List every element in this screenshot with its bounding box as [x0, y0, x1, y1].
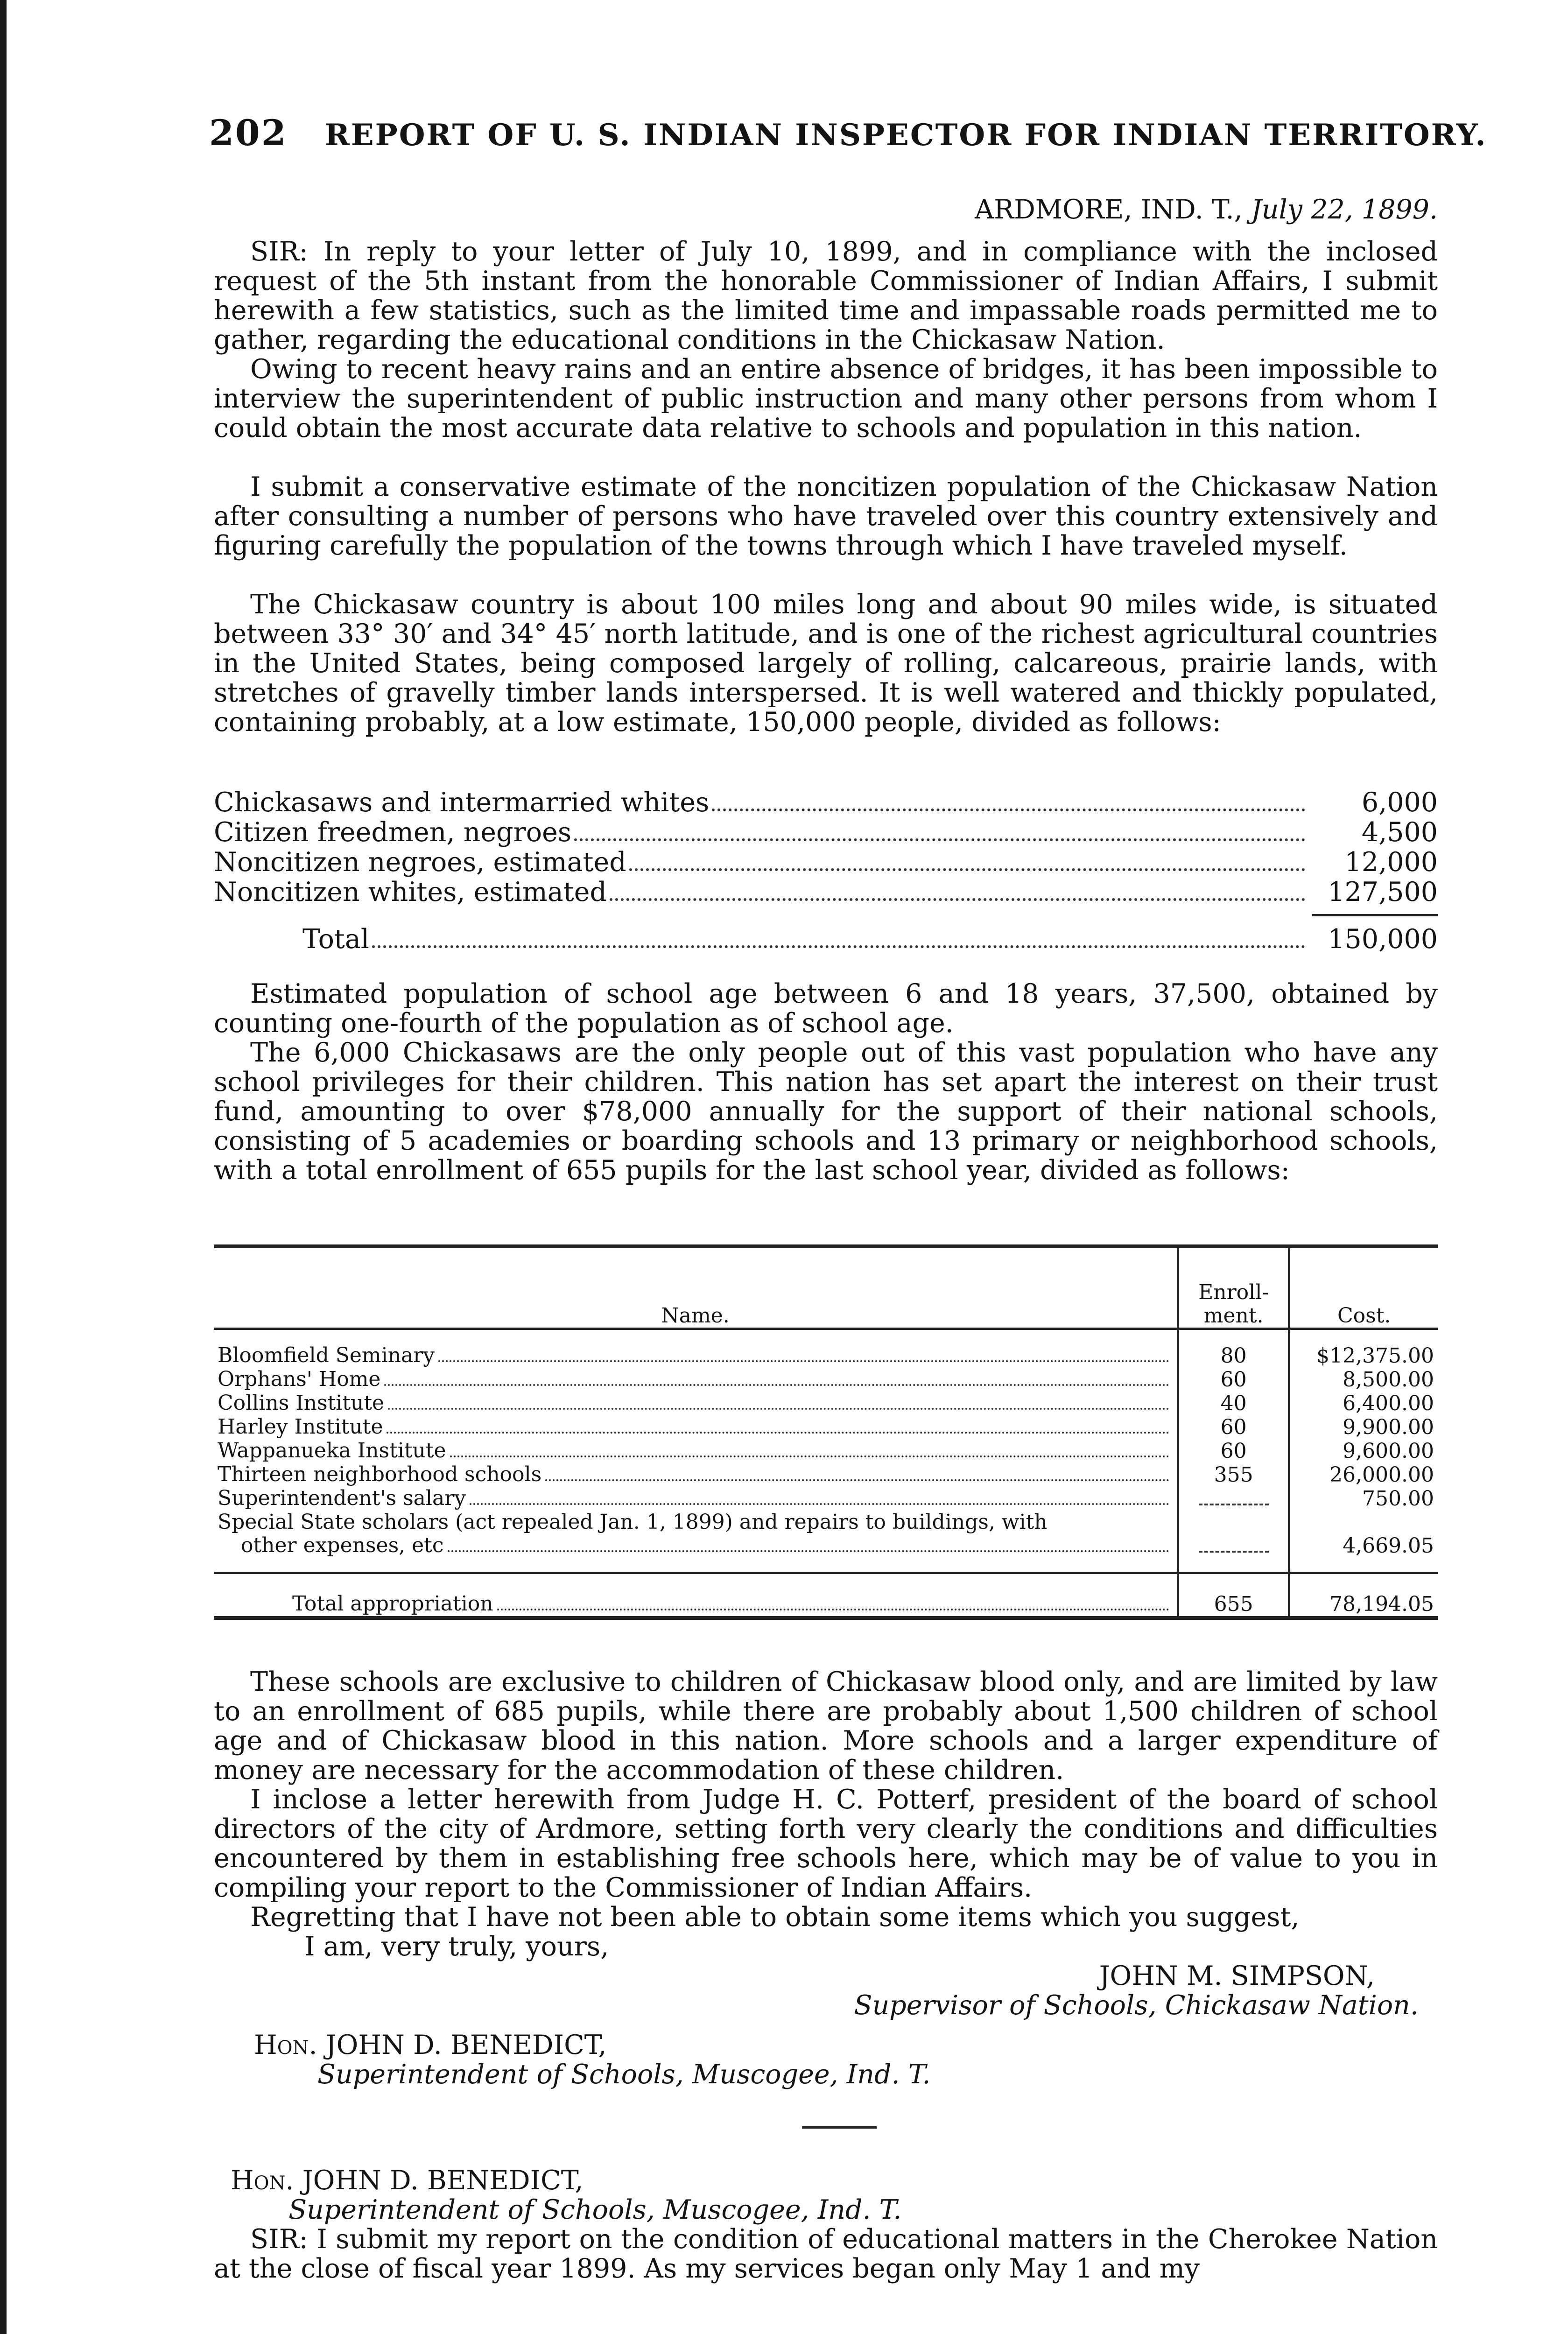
schools-table — [214, 1244, 1438, 1620]
table-row: Thirteen neighborhood schools 355 26,000.00 — [218, 1462, 1434, 1487]
section-separator — [802, 2126, 877, 2129]
scan-edge-left — [0, 0, 7, 2334]
letter1-paragraph-4: The Chickasaw country is about 100 miles long and about 90 miles wide, is situated between 33° 30′ and 34° 45′ north latitude, and is one of the richest agricultural countries in the United States, being composed largely of rolling, calcareous, prairie lands, with stretches of gravelly timber lands interspersed. It is well watered and thickly populated, containing probably, at a low estimate, 150,000 people, divided as follows: — [214, 589, 1438, 738]
letter2-paragraph-1 — [214, 2225, 1438, 2284]
salutation: SIR: — [250, 2224, 308, 2255]
table-row: Superintendent's salary 750.00 — [218, 1486, 1434, 1511]
table-row-special: Special State scholars (act repealed Jan. 1, 1899) and repairs to buildings, with other expenses, etc 4,669.05 — [218, 1510, 1434, 1558]
dateline-date: July 22, 1899. — [1251, 194, 1438, 225]
table-row: Harley Institute 60 9,900.00 — [218, 1415, 1434, 1439]
letter1-paragraph-7: These schools are exclusive to children of Chickasaw blood only, and are limited by law to an enrollment of 685 pupils, while there are probably about 1,500 children of school age and of Chickasaw blood in this nation. More schools and a larger expenditure of money are necessary for the accommodation of these children. — [214, 1666, 1438, 1786]
addressee-title: Superintendent of Schools, Muscogee, Ind. T. — [317, 2059, 931, 2090]
population-row: Noncitizen whites, estimated 127,500 — [214, 877, 1438, 907]
dateline — [214, 195, 1438, 225]
page-number: 202 — [209, 112, 288, 154]
letter1-paragraph-2: Owing to recent heavy rains and an entire absence of bridges, it has been impossible to interview the superintendent of public instruction and many other persons from whom I could obtain the most accurate data relative to schools and population in this nation. — [214, 354, 1438, 443]
population-total: Total 150,000 — [302, 924, 1438, 955]
table-row: Bloomfield Seminary 80 $12,375.00 — [218, 1343, 1434, 1368]
header-enrollment: Enroll-ment. — [1178, 1246, 1289, 1329]
signer-name: JOHN M. SIMPSON, — [1099, 1961, 1375, 1991]
salutation: SIR: — [250, 236, 308, 267]
letter1-paragraph-1 — [214, 237, 1438, 355]
population-list — [214, 788, 1438, 955]
addressee-name: Hon. JOHN D. BENEDICT, — [254, 2030, 607, 2060]
population-row: Noncitizen negroes, estimated 12,000 — [214, 847, 1438, 878]
total-rule — [1312, 914, 1438, 916]
dateline-place: ARDMORE, IND. T., — [974, 194, 1243, 225]
paragraph-text: In reply to your letter of July 10, 1899, and in compliance with the inclosed request of the 5th instant from the honorable Commissioner of Indian Affairs, I submit herewith a few statistics, such as the limited time and impassable roads permitted me to gather, regarding the educational conditions in the Chickasaw Nation. — [214, 236, 1438, 355]
header-name: Name. — [214, 1246, 1178, 1329]
page-title: REPORT OF U. S. INDIAN INSPECTOR FOR INDIAN TERRITORY. — [324, 118, 1487, 153]
letter1-paragraph-6: The 6,000 Chickasaws are the only people out of this vast population who have any school privileges for their children. This nation has set apart the interest on their trust fund, amounting to over $78,000 annually for the support of their national schools, consisting of 5 academies or boarding schools and 13 primary or neighborhood schools, with a total enrollment of 655 pupils for the last school year, divided as follows: — [214, 1037, 1438, 1186]
letter2-addressee-title: Superintendent of Schools, Muscogee, Ind. T. — [288, 2194, 902, 2225]
special-line-2: other expenses, etc — [241, 1533, 444, 1557]
table-total-row: Total appropriation 655 78,194.05 — [214, 1573, 1438, 1618]
empty-cell-dashes — [1199, 1546, 1269, 1553]
table-row: Orphans' Home 60 8,500.00 — [218, 1367, 1434, 1392]
closing: I am, very truly, yours, — [304, 1931, 609, 1962]
population-row: Citizen freedmen, negroes 4,500 — [214, 817, 1438, 848]
table-header-row — [214, 1246, 1438, 1329]
special-line-1: Special State scholars (act repealed Jan. 1, 1899) and repairs to buildings, with — [218, 1510, 1048, 1534]
letter1-paragraph-8: I inclose a letter herewith from Judge H. C. Potterf, president of the board of school directors of the city of Ardmore, setting forth very clearly the conditions and difficulties encountered by them in establishing free schools here, which may be of value to you in compiling your report to the Commissioner of Indian Affairs. — [214, 1784, 1438, 1903]
running-header — [209, 112, 1487, 154]
population-row: Chickasaws and intermarried whites 6,000 — [214, 787, 1438, 818]
letter1-paragraph-5: Estimated population of school age between 6 and 18 years, 37,500, obtained by counting one-fourth of the population as of school age. — [214, 978, 1438, 1039]
table-row: Collins Institute 40 6,400.00 — [218, 1391, 1434, 1415]
letter1-paragraph-3: I submit a conservative estimate of the noncitizen population of the Chickasaw Nation after consulting a number of persons who have traveled over this country extensively and figuring carefully the population of the towns through which I have traveled myself. — [214, 471, 1438, 561]
empty-cell-dashes — [1199, 1499, 1269, 1505]
letter2-addressee-name: Hon. JOHN D. BENEDICT, — [231, 2165, 584, 2196]
paragraph-text: I submit my report on the condition of educational matters in the Cherokee Nation at the close of fiscal year 1899. As my services began only May 1 and my — [214, 2224, 1438, 2284]
signer-title: Supervisor of Schools, Chickasaw Nation. — [854, 1990, 1419, 2021]
letter1-paragraph-9: Regretting that I have not been able to obtain some items which you suggest, — [250, 1902, 1300, 1933]
header-cost: Cost. — [1289, 1246, 1438, 1329]
table-row: Wappanueka Institute 60 9,600.00 — [218, 1439, 1434, 1463]
